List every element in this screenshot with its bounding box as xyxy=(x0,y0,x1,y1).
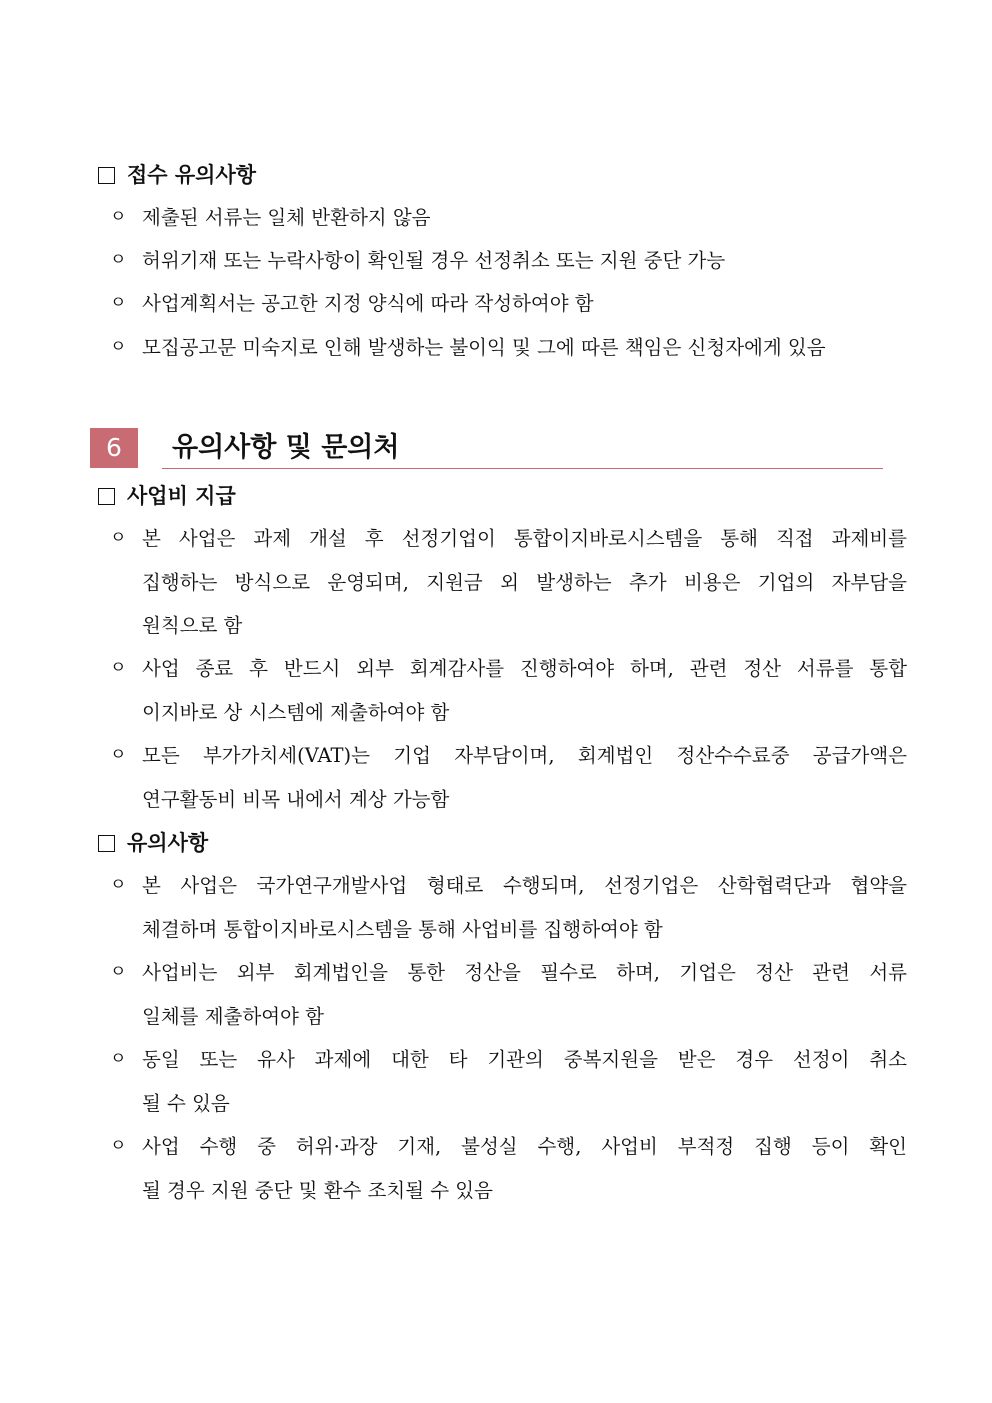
notes-item xyxy=(110,1125,907,1212)
bullet-icon: ㅇ xyxy=(110,1136,127,1156)
notes-item xyxy=(110,864,907,951)
text-line: 사업 수행 중 허위·과장 기재, 불성실 수행, 사업비 부적정 집행 등이 확인 xyxy=(142,1135,907,1158)
budget-item-text xyxy=(142,647,907,734)
text-line: 연구활동비 비목 내에서 계상 가능함 xyxy=(142,787,450,811)
reception-item-text: 사업계획서는 공고한 지정 양식에 따라 작성하여야 함 xyxy=(142,292,594,315)
notes-heading-text: 유의사항 xyxy=(127,831,209,855)
reception-heading xyxy=(98,161,256,189)
bullet-icon: ㅇ xyxy=(110,207,127,227)
budget-item xyxy=(110,517,907,648)
chapter-heading xyxy=(90,428,883,470)
text-line: 모든 부가가치세(VAT)는 기업 자부담이며, 회계법인 정산수수료중 공급가액은 xyxy=(142,744,907,767)
notes-item xyxy=(110,951,907,1038)
reception-heading-text: 접수 유의사항 xyxy=(127,163,257,187)
reception-item xyxy=(110,282,907,326)
chapter-underline xyxy=(162,468,883,469)
text-line: 원칙으로 함 xyxy=(142,614,243,637)
bullet-icon: ㅇ xyxy=(110,962,127,982)
text-line: 동일 또는 유사 과제에 대한 타 기관의 중복지원을 받은 경우 선정이 취소 xyxy=(142,1048,907,1071)
budget-item xyxy=(110,734,907,821)
budget-heading xyxy=(98,482,236,510)
text-line: 본 사업은 국가연구개발사업 형태로 수행되며, 선정기업은 산학협력단과 협약을 xyxy=(142,874,907,897)
bullet-icon: ㅇ xyxy=(110,528,127,548)
notes-item-text xyxy=(142,951,907,1038)
budget-item xyxy=(110,647,907,734)
reception-item-text: 모집공고문 미숙지로 인해 발생하는 불이익 및 그에 따른 책임은 신청자에게 있음 xyxy=(142,336,826,359)
checkbox-square-icon xyxy=(98,488,115,505)
budget-heading-text: 사업비 지급 xyxy=(127,484,236,508)
bullet-icon: ㅇ xyxy=(110,250,127,270)
bullet-icon: ㅇ xyxy=(110,337,127,357)
text-line: 집행하는 방식으로 운영되며, 지원금 외 발생하는 추가 비용은 기업의 자부담을 xyxy=(142,570,907,594)
reception-item xyxy=(110,326,907,370)
notes-item-text xyxy=(142,1038,907,1125)
reception-item xyxy=(110,239,907,283)
text-line: 될 경우 지원 중단 및 환수 조치될 수 있음 xyxy=(142,1178,493,1202)
bullet-icon: ㅇ xyxy=(110,875,127,895)
reception-item xyxy=(110,196,907,240)
chapter-number: 6 xyxy=(90,428,138,468)
text-line: 체결하며 통합이지바로시스템을 통해 사업비를 집행하여야 함 xyxy=(142,917,663,941)
chapter-title: 유의사항 및 문의처 xyxy=(172,432,400,463)
bullet-icon: ㅇ xyxy=(110,293,127,313)
checkbox-square-icon xyxy=(98,167,115,184)
text-line: 사업 종료 후 반드시 외부 회계감사를 진행하여야 하며, 관련 정산 서류를 통합 xyxy=(142,657,907,680)
text-line: 본 사업은 과제 개설 후 선정기업이 통합이지바로시스템을 통해 직접 과제비를 xyxy=(142,527,907,550)
reception-item-text: 허위기재 또는 누락사항이 확인될 경우 선정취소 또는 지원 중단 가능 xyxy=(142,249,726,272)
text-line: 사업비는 외부 회계법인을 통한 정산을 필수로 하며, 기업은 정산 관련 서류 xyxy=(142,961,907,984)
notes-item-text xyxy=(142,1125,907,1212)
notes-heading xyxy=(98,829,208,857)
checkbox-square-icon xyxy=(98,835,115,852)
bullet-icon: ㅇ xyxy=(110,745,127,765)
bullet-icon: ㅇ xyxy=(110,658,127,678)
budget-item-text xyxy=(142,517,907,648)
notes-item-text xyxy=(142,864,907,951)
budget-item-text xyxy=(142,734,907,821)
text-line: 일체를 제출하여야 함 xyxy=(142,1004,324,1028)
reception-item-text: 제출된 서류는 일체 반환하지 않음 xyxy=(142,206,431,229)
text-line: 될 수 있음 xyxy=(142,1091,230,1115)
bullet-icon: ㅇ xyxy=(110,1049,127,1069)
text-line: 이지바로 상 시스템에 제출하여야 함 xyxy=(142,700,450,724)
notes-item xyxy=(110,1038,907,1125)
